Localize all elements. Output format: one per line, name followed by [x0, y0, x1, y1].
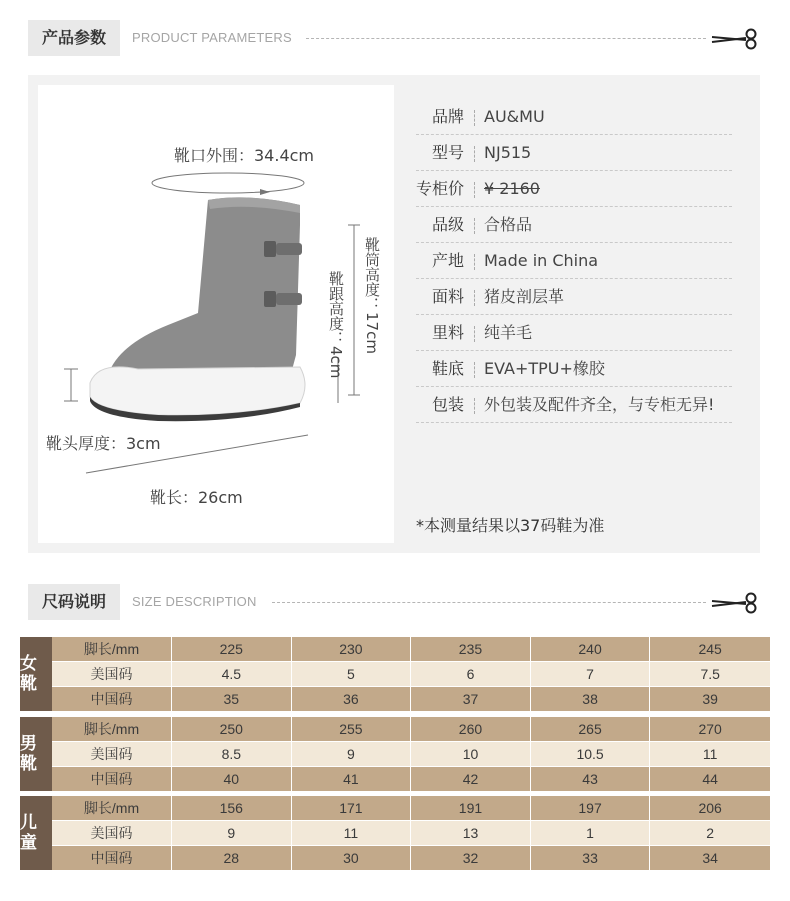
table-cell: 8.5 — [172, 742, 292, 766]
table-cell: 44 — [702, 771, 718, 787]
scissors-icon — [710, 592, 760, 614]
table-cell: 250 — [172, 717, 292, 741]
param-row — [416, 135, 732, 171]
table-cell: 40 — [172, 767, 292, 791]
row-label: 中国码 — [52, 687, 172, 711]
table-row — [52, 767, 770, 791]
divider-line — [306, 38, 706, 39]
param-value: AU&MU — [484, 107, 545, 126]
row-label: 美国码 — [52, 662, 172, 686]
table-row — [52, 796, 770, 820]
scissors-icon — [710, 28, 760, 50]
boot-length-label: 靴长：26cm — [150, 488, 243, 507]
table-cell: 191 — [411, 796, 531, 820]
param-key: 面料 — [431, 287, 464, 306]
params-panel — [28, 75, 760, 553]
param-key: 里料 — [431, 323, 464, 342]
measurement-note: *本测量结果以37码鞋为准 — [416, 516, 605, 535]
params-section-subtitle: PRODUCT PARAMETERS — [132, 30, 292, 45]
param-row — [416, 243, 732, 279]
table-cell: 9 — [292, 742, 412, 766]
table-cell: 10 — [411, 742, 531, 766]
size-group-label: 男靴 — [20, 717, 52, 791]
boot-photo — [38, 85, 394, 543]
table-row — [52, 846, 770, 870]
row-label: 美国码 — [52, 821, 172, 845]
param-value-price: ¥ 2160 — [484, 179, 540, 198]
table-cell: 30 — [292, 846, 412, 870]
params-section-title: 产品参数 — [28, 20, 120, 56]
table-cell: 4.5 — [172, 662, 292, 686]
table-cell: 6 — [411, 662, 531, 686]
param-separator — [474, 326, 475, 342]
table-cell: 33 — [531, 846, 651, 870]
param-separator — [474, 182, 475, 198]
shaft-height-label: 靴筒高度：17cm — [363, 237, 381, 354]
table-cell: 9 — [172, 821, 292, 845]
param-row — [416, 351, 732, 387]
param-separator — [474, 110, 475, 126]
param-value: 纯羊毛 — [484, 323, 533, 342]
table-row — [52, 662, 770, 686]
size-group-label: 女靴 — [20, 637, 52, 711]
table-row — [52, 742, 770, 766]
params-list — [416, 99, 732, 423]
table-cell: 39 — [702, 691, 718, 707]
row-label: 美国码 — [52, 742, 172, 766]
table-cell: 37 — [411, 687, 531, 711]
table-cell: 2 — [706, 825, 715, 841]
row-label: 脚长/mm — [52, 796, 172, 820]
param-row — [416, 315, 732, 351]
size-group-label: 儿童 — [20, 796, 52, 870]
param-key: 品级 — [431, 215, 464, 234]
param-key: 专柜价 — [415, 179, 464, 198]
table-cell: 34 — [702, 850, 718, 866]
param-key: 型号 — [431, 143, 464, 162]
row-label: 脚长/mm — [52, 717, 172, 741]
table-cell: 11 — [702, 746, 718, 762]
param-row — [416, 387, 732, 423]
table-cell: 206 — [698, 800, 722, 816]
table-cell: 240 — [531, 637, 651, 661]
table-cell: 260 — [411, 717, 531, 741]
param-row — [416, 279, 732, 315]
table-cell: 255 — [292, 717, 412, 741]
table-cell: 43 — [531, 767, 651, 791]
table-row — [52, 687, 770, 711]
table-cell: 36 — [292, 687, 412, 711]
size-section-title: 尺码说明 — [28, 584, 120, 620]
table-cell: 7.5 — [700, 666, 720, 682]
param-separator — [474, 290, 475, 306]
size-section-header — [28, 584, 763, 620]
size-table-kids — [20, 796, 770, 870]
table-cell: 225 — [172, 637, 292, 661]
size-table-women — [20, 637, 770, 711]
table-cell: 156 — [172, 796, 292, 820]
table-cell: 265 — [531, 717, 651, 741]
param-value: 外包装及配件齐全，与专柜无异! — [484, 395, 715, 414]
row-label: 中国码 — [52, 767, 172, 791]
table-cell: 197 — [531, 796, 651, 820]
table-cell: 32 — [411, 846, 531, 870]
param-separator — [474, 362, 475, 378]
size-table-men — [20, 717, 770, 791]
param-separator — [474, 146, 475, 162]
row-label: 脚长/mm — [52, 637, 172, 661]
table-cell: 41 — [292, 767, 412, 791]
toe-thickness-label: 靴头厚度：3cm — [46, 434, 161, 453]
param-separator — [474, 398, 475, 414]
table-cell: 35 — [172, 687, 292, 711]
heel-height-label: 靴跟高度：4cm — [327, 271, 345, 379]
table-row — [52, 637, 770, 661]
table-cell: 13 — [411, 821, 531, 845]
table-cell: 230 — [292, 637, 412, 661]
params-section-header — [28, 20, 763, 56]
table-cell: 245 — [698, 641, 722, 657]
table-cell: 171 — [292, 796, 412, 820]
param-key: 鞋底 — [431, 359, 464, 378]
table-cell: 38 — [531, 687, 651, 711]
param-value: Made in China — [484, 251, 599, 270]
table-cell: 270 — [698, 721, 722, 737]
table-row — [52, 821, 770, 845]
param-value: NJ515 — [484, 143, 532, 162]
table-cell: 7 — [531, 662, 651, 686]
table-cell: 42 — [411, 767, 531, 791]
param-value: 猪皮剖层革 — [484, 287, 565, 306]
param-row — [416, 207, 732, 243]
table-cell: 11 — [292, 821, 412, 845]
param-separator — [474, 218, 475, 234]
size-section-subtitle: SIZE DESCRIPTION — [132, 594, 257, 609]
table-cell: 1 — [531, 821, 651, 845]
param-value: EVA+TPU+橡胶 — [484, 359, 605, 378]
table-cell: 10.5 — [531, 742, 651, 766]
param-key: 产地 — [431, 251, 464, 270]
param-separator — [474, 254, 475, 270]
param-value: 合格品 — [484, 215, 533, 234]
param-key: 包装 — [431, 395, 464, 414]
table-cell: 235 — [411, 637, 531, 661]
opening-circumference-label: 靴口外围：34.4cm — [174, 146, 315, 165]
table-row — [52, 717, 770, 741]
row-label: 中国码 — [52, 846, 172, 870]
table-cell: 5 — [292, 662, 412, 686]
param-key: 品牌 — [431, 107, 464, 126]
table-cell: 28 — [172, 846, 292, 870]
param-row — [416, 99, 732, 135]
divider-line — [272, 602, 706, 603]
param-row — [416, 171, 732, 207]
